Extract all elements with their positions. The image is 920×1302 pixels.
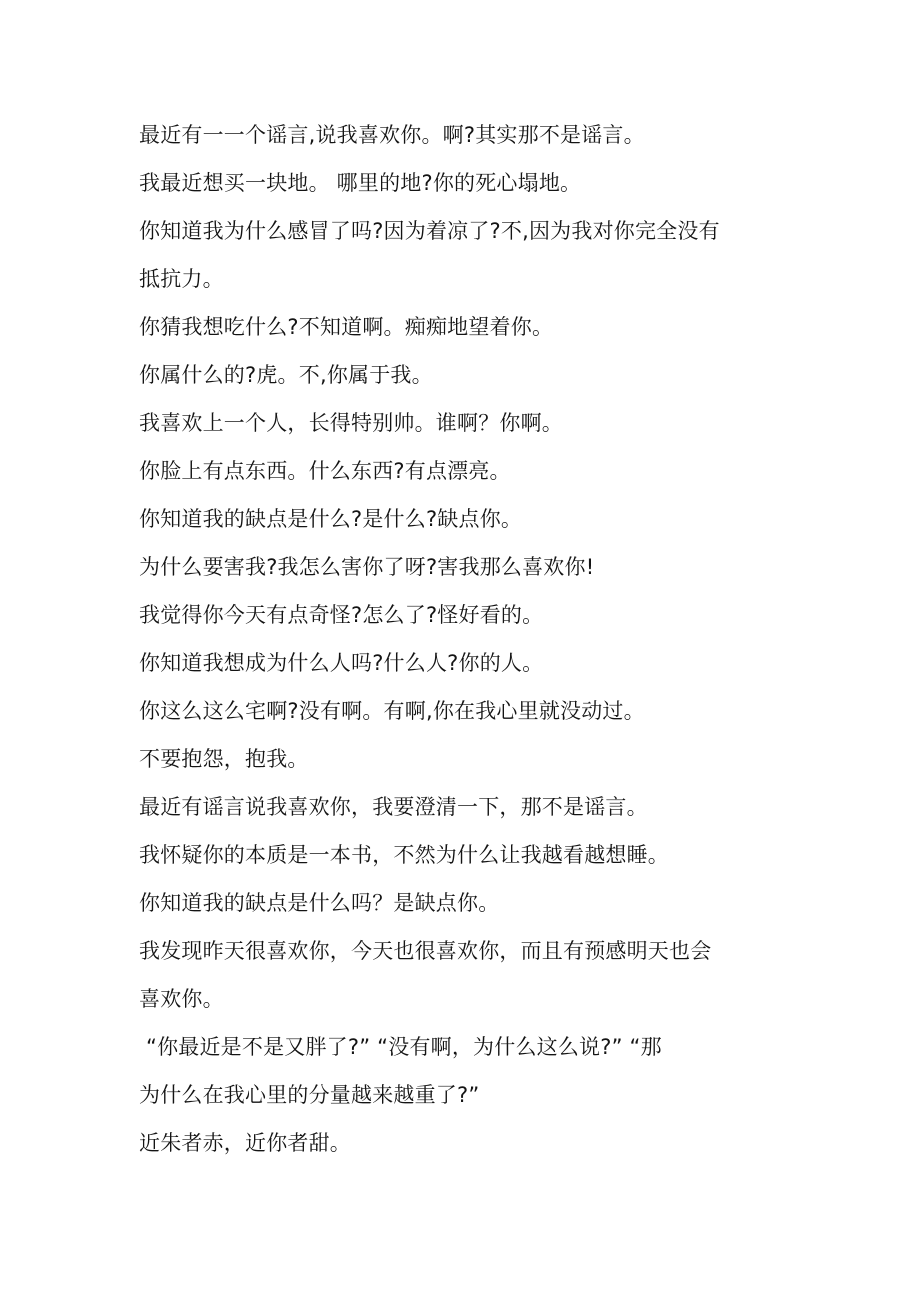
text-line: 你知道我为什么感冒了吗?因为着凉了?不,因为我对你完全没有 — [139, 219, 720, 243]
document-body — [139, 111, 789, 1167]
text-line: 为什么要害我?我怎么害你了呀?害我那么喜欢你! — [139, 555, 595, 579]
text-line: 你属什么的?虎。不,你属于我。 — [139, 363, 433, 387]
text-line: 最近有一一个谣言,说我喜欢你。啊?其实那不是谣言。 — [139, 123, 645, 147]
text-line: 我最近想买一块地。 哪里的地?你的死心塌地。 — [139, 171, 582, 195]
text-line: 你知道我想成为什么人吗?什么人?你的人。 — [139, 651, 544, 675]
text-line: 喜欢你。 — [139, 987, 224, 1011]
text-line: 你脸上有点东西。什么东西?有点漂亮。 — [139, 459, 511, 483]
text-line: 你猜我想吃什么?不知道啊。痴痴地望着你。 — [139, 315, 554, 339]
text-line: 我发现昨天很喜欢你，今天也很喜欢你，而且有预感明天也会 — [139, 939, 712, 963]
text-line: 你知道我的缺点是什么?是什么?缺点你。 — [139, 507, 523, 531]
text-line: 为什么在我心里的分量越来越重了?” — [139, 1083, 480, 1107]
text-line: 我怀疑你的本质是一本书，不然为什么让我越看越想睡。 — [139, 843, 669, 867]
text-line: 你知道我的缺点是什么吗？是缺点你。 — [139, 891, 500, 915]
text-line: 抵抗力。 — [139, 267, 224, 291]
text-line: 我喜欢上一个人，长得特别帅。谁啊？你啊。 — [139, 411, 563, 435]
text-line: 不要抱怨，抱我。 — [139, 747, 309, 771]
text-line: 最近有谣言说我喜欢你，我要澄清一下，那不是谣言。 — [139, 795, 648, 819]
text-line: 你这么这么宅啊?没有啊。有啊,你在我心里就没动过。 — [139, 699, 645, 723]
text-line: 我觉得你今天有点奇怪?怎么了?怪好看的。 — [139, 603, 544, 627]
dialogue-line: “你最近是不是又胖了?” “没有啊，为什么这么说?” “那 — [146, 1035, 662, 1059]
text-line: 近朱者赤，近你者甜。 — [139, 1131, 351, 1155]
